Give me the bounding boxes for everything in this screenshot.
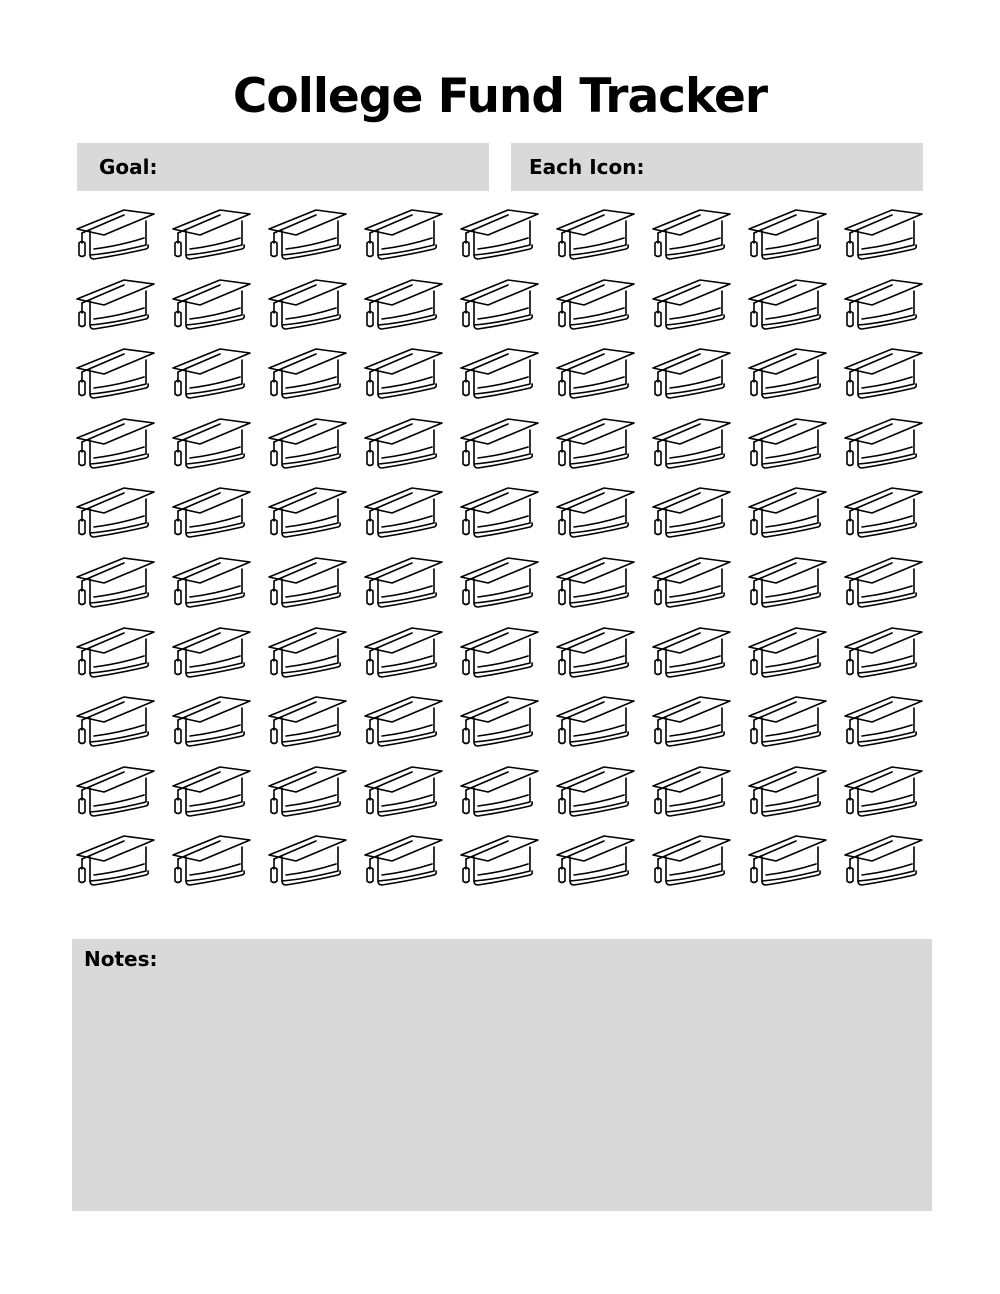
graduation-cap-icon[interactable]: [650, 762, 732, 820]
graduation-cap-icon[interactable]: [842, 623, 924, 681]
graduation-cap-icon[interactable]: [650, 414, 732, 472]
graduation-cap-icon[interactable]: [74, 831, 156, 889]
graduation-cap-icon[interactable]: [842, 762, 924, 820]
graduation-cap-icon[interactable]: [170, 762, 252, 820]
notes-box[interactable]: [72, 939, 932, 1211]
graduation-cap-icon[interactable]: [362, 762, 444, 820]
page-title: College Fund Tracker: [232, 69, 768, 124]
graduation-cap-icon[interactable]: [74, 414, 156, 472]
graduation-cap-icon[interactable]: [746, 275, 828, 333]
notes-label: Notes:: [84, 947, 158, 971]
graduation-cap-icon[interactable]: [170, 344, 252, 402]
graduation-cap-icon[interactable]: [74, 344, 156, 402]
graduation-cap-icon[interactable]: [458, 414, 540, 472]
graduation-cap-icon[interactable]: [74, 692, 156, 750]
graduation-cap-icon[interactable]: [170, 483, 252, 541]
graduation-cap-icon[interactable]: [554, 623, 636, 681]
graduation-cap-icon[interactable]: [170, 275, 252, 333]
each-icon-label: Each Icon:: [529, 155, 645, 179]
graduation-cap-icon[interactable]: [362, 205, 444, 263]
graduation-cap-icon[interactable]: [746, 692, 828, 750]
graduation-cap-icon[interactable]: [74, 762, 156, 820]
graduation-cap-icon[interactable]: [650, 275, 732, 333]
graduation-cap-icon[interactable]: [458, 275, 540, 333]
graduation-cap-icon[interactable]: [458, 553, 540, 611]
goal-field[interactable]: [77, 143, 489, 191]
graduation-cap-icon[interactable]: [554, 483, 636, 541]
graduation-cap-icon[interactable]: [266, 692, 348, 750]
graduation-cap-icon[interactable]: [554, 275, 636, 333]
graduation-cap-icon[interactable]: [266, 762, 348, 820]
graduation-cap-icon[interactable]: [170, 831, 252, 889]
graduation-cap-icon[interactable]: [746, 414, 828, 472]
graduation-cap-icon[interactable]: [554, 762, 636, 820]
graduation-cap-icon[interactable]: [74, 553, 156, 611]
graduation-cap-icon[interactable]: [266, 831, 348, 889]
graduation-cap-icon[interactable]: [842, 692, 924, 750]
graduation-cap-icon[interactable]: [458, 205, 540, 263]
graduation-cap-icon[interactable]: [842, 205, 924, 263]
each-icon-field[interactable]: [511, 143, 923, 191]
graduation-cap-icon[interactable]: [362, 483, 444, 541]
graduation-cap-icon[interactable]: [170, 692, 252, 750]
graduation-cap-icon[interactable]: [554, 553, 636, 611]
graduation-cap-icon[interactable]: [746, 553, 828, 611]
graduation-cap-icon[interactable]: [266, 275, 348, 333]
graduation-cap-icon[interactable]: [74, 623, 156, 681]
graduation-cap-icon[interactable]: [554, 344, 636, 402]
graduation-cap-icon[interactable]: [842, 483, 924, 541]
goal-label: Goal:: [99, 155, 158, 179]
graduation-cap-icon[interactable]: [554, 205, 636, 263]
graduation-cap-icon[interactable]: [458, 483, 540, 541]
graduation-cap-icon[interactable]: [650, 344, 732, 402]
graduation-cap-icon[interactable]: [458, 692, 540, 750]
graduation-cap-icon[interactable]: [554, 692, 636, 750]
graduation-cap-icon[interactable]: [842, 553, 924, 611]
graduation-cap-icon[interactable]: [746, 831, 828, 889]
graduation-cap-icon[interactable]: [746, 344, 828, 402]
graduation-cap-icon[interactable]: [842, 344, 924, 402]
graduation-cap-icon[interactable]: [458, 762, 540, 820]
graduation-cap-icon[interactable]: [266, 483, 348, 541]
graduation-cap-icon[interactable]: [362, 275, 444, 333]
graduation-cap-icon[interactable]: [74, 275, 156, 333]
graduation-cap-icon[interactable]: [554, 414, 636, 472]
graduation-cap-icon[interactable]: [746, 483, 828, 541]
graduation-cap-icon[interactable]: [650, 205, 732, 263]
graduation-cap-icon[interactable]: [362, 344, 444, 402]
graduation-cap-icon[interactable]: [842, 275, 924, 333]
graduation-cap-icon[interactable]: [362, 692, 444, 750]
icon-grid: [74, 205, 938, 895]
graduation-cap-icon[interactable]: [170, 553, 252, 611]
graduation-cap-icon[interactable]: [266, 414, 348, 472]
graduation-cap-icon[interactable]: [650, 831, 732, 889]
graduation-cap-icon[interactable]: [746, 205, 828, 263]
graduation-cap-icon[interactable]: [266, 205, 348, 263]
graduation-cap-icon[interactable]: [458, 623, 540, 681]
graduation-cap-icon[interactable]: [650, 553, 732, 611]
graduation-cap-icon[interactable]: [554, 831, 636, 889]
graduation-cap-icon[interactable]: [842, 831, 924, 889]
graduation-cap-icon[interactable]: [362, 414, 444, 472]
graduation-cap-icon[interactable]: [458, 831, 540, 889]
graduation-cap-icon[interactable]: [266, 553, 348, 611]
graduation-cap-icon[interactable]: [362, 553, 444, 611]
graduation-cap-icon[interactable]: [74, 205, 156, 263]
graduation-cap-icon[interactable]: [170, 205, 252, 263]
graduation-cap-icon[interactable]: [842, 414, 924, 472]
graduation-cap-icon[interactable]: [266, 623, 348, 681]
graduation-cap-icon[interactable]: [650, 483, 732, 541]
graduation-cap-icon[interactable]: [746, 762, 828, 820]
graduation-cap-icon[interactable]: [74, 483, 156, 541]
graduation-cap-icon[interactable]: [650, 623, 732, 681]
graduation-cap-icon[interactable]: [170, 623, 252, 681]
graduation-cap-icon[interactable]: [746, 623, 828, 681]
graduation-cap-icon[interactable]: [650, 692, 732, 750]
graduation-cap-icon[interactable]: [266, 344, 348, 402]
graduation-cap-icon[interactable]: [362, 623, 444, 681]
graduation-cap-icon[interactable]: [362, 831, 444, 889]
graduation-cap-icon[interactable]: [170, 414, 252, 472]
graduation-cap-icon[interactable]: [458, 344, 540, 402]
